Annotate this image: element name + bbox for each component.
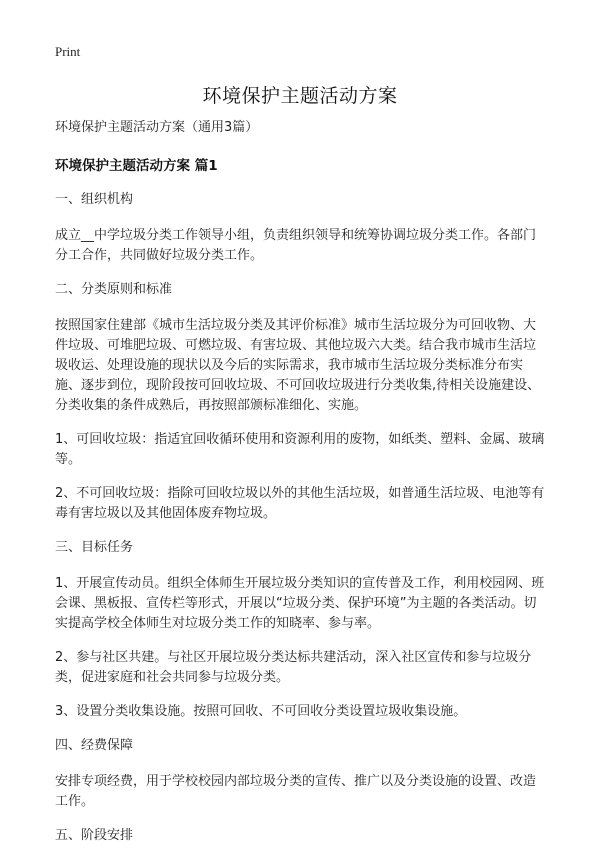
section-heading: 二、分类原则和标准 [55, 282, 173, 297]
paragraph: 安排专项经费，用于学校校园内部垃圾分类的宣传、推广以及分类设施的设置、改造工作。 [55, 774, 537, 809]
paragraph: 按照国家住建部《城市生活垃圾分类及其评价标准》城市生活垃圾分为可回收物、大件垃圾、可堆肥垃圾、可燃垃圾、有害垃圾、其他垃圾六大类。结合我市城市生活垃圾收运、处理设施的现状以及今后的实际需求，我市城市生活垃圾分类标准分布实施、逐步到位，现阶段按可回收垃圾、不可回收垃圾进行分类收集,待相关设施建设、分类收集的条件成熟后，再按照部颁标准细化、实施。 [55, 318, 541, 413]
document-subtitle: 环境保护主题活动方案（通用3篇） [55, 120, 259, 135]
document-body [55, 118, 547, 862]
section-heading: 三、目标任务 [55, 540, 134, 555]
section-heading: 五、阶段安排 [55, 828, 134, 843]
paragraph: 1、可回收垃圾：指适宜回收循环使用和资源利用的废物，如纸类、塑料、金属、玻璃等。 [55, 432, 545, 467]
paragraph: 2、参与社区共建。与社区开展垃圾分类达标共建活动，深入社区宣传和参与垃圾分类，促进家庭和社会共同参与垃圾分类。 [55, 650, 532, 685]
section-heading: 一、组织机构 [55, 192, 134, 207]
paragraph: 3、设置分类收集设施。按照可回收、不可回收分类设置垃圾收集设施。 [55, 704, 467, 719]
section-heading: 四、经费保障 [55, 738, 134, 753]
section-title: 环境保护主题活动方案 篇1 [55, 158, 218, 174]
paragraph: 1、开展宣传动员。组织全体师生开展垃圾分类知识的宣传普及工作，利用校园网、班会课、黑板报、宣传栏等形式，开展以“垃圾分类、保护环境”为主题的各类活动。切实提高学校全体师生对垃圾分类工作的知晓率、参与率。 [55, 576, 545, 631]
paragraph: 2、不可回收垃圾：指除可回收垃圾以外的其他生活垃圾，如普通生活垃圾、电池等有毒有害垃圾以及其他固体废弃物垃圾。 [55, 486, 545, 521]
print-label: Print [55, 44, 81, 59]
paragraph: 成立__中学垃圾分类工作领导小组，负责组织领导和统筹协调垃圾分类工作。各部门分工合作，共同做好垃圾分类工作。 [55, 228, 537, 263]
document-title: 环境保护主题活动方案 [202, 85, 398, 107]
